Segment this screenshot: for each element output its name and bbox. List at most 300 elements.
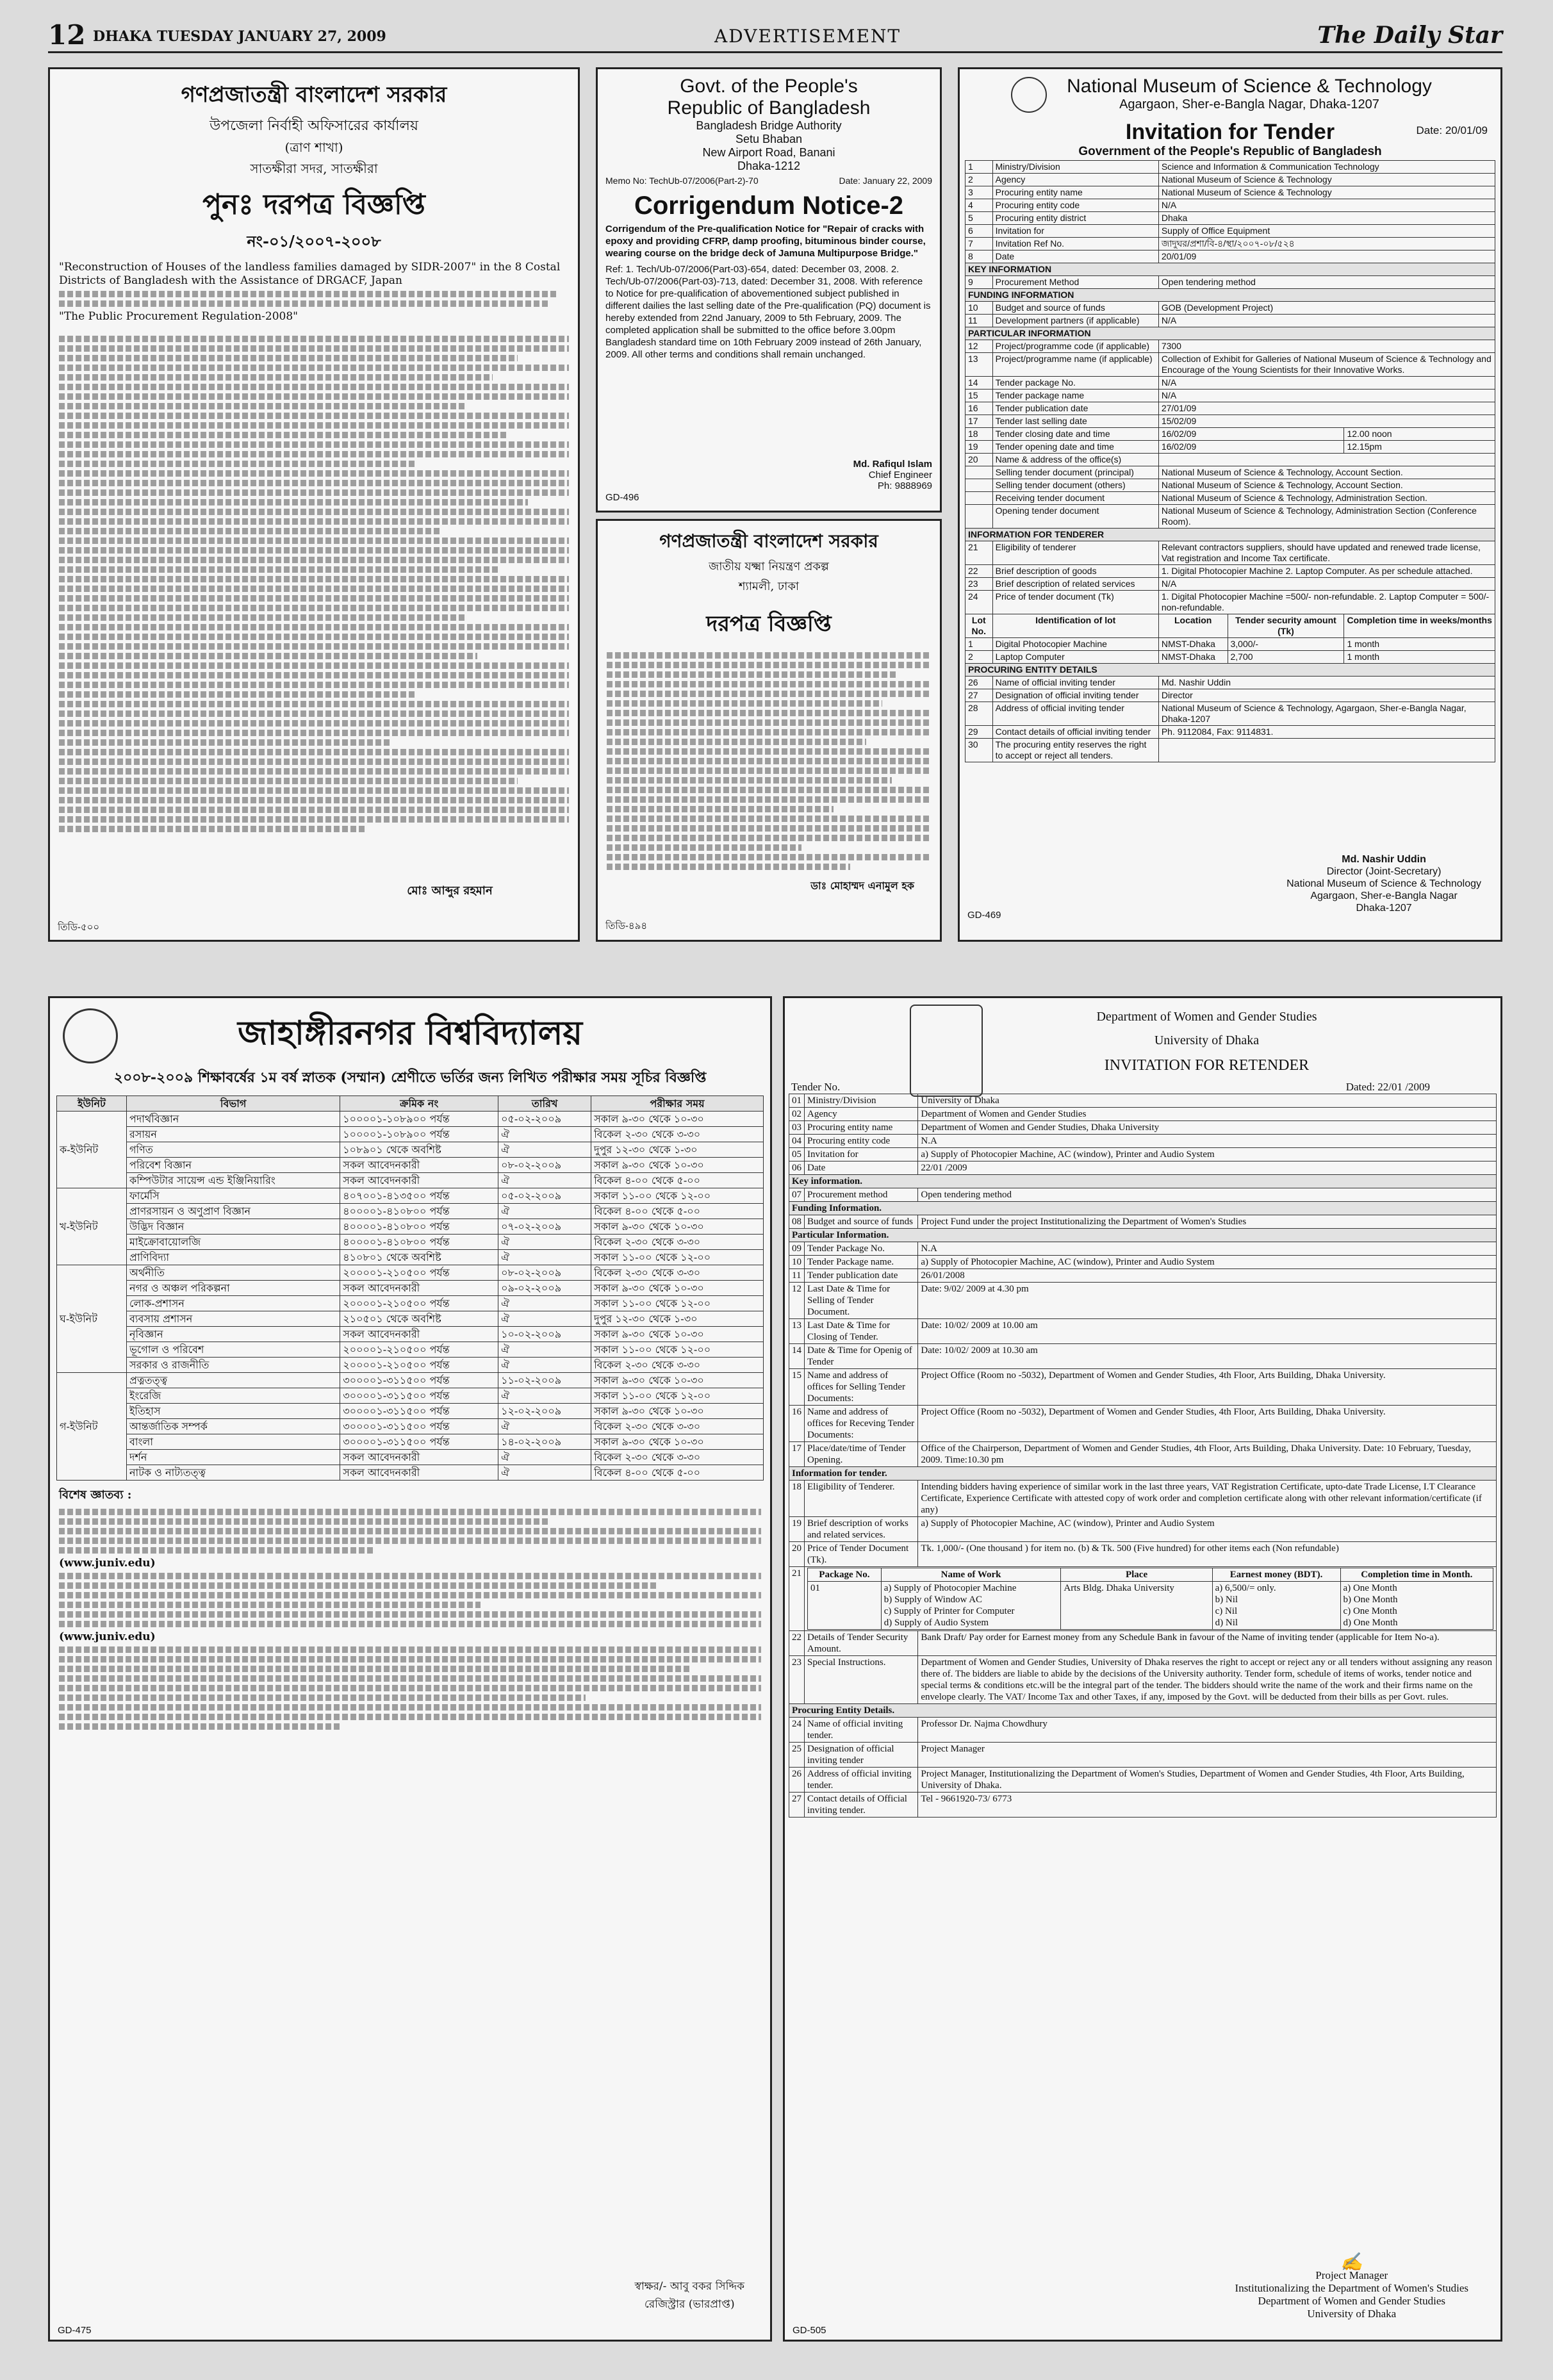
ad-code: GD-496 (605, 492, 639, 503)
package-column-header: Completion time in Month. (1340, 1568, 1493, 1582)
exam-time: বিকেল ২-৩০ থেকে ৩-৩০ (591, 1419, 764, 1434)
row-time: 12.15pm (1344, 441, 1495, 454)
lot-cell: 1 month (1344, 638, 1495, 651)
row-number: 25 (789, 1743, 805, 1768)
row-label: Address of official inviting tender (992, 702, 1158, 726)
table-row (789, 1481, 1497, 1517)
table-row (965, 225, 1495, 238)
row-number: 13 (965, 353, 993, 377)
row-value (1158, 454, 1495, 466)
table-row (789, 1215, 1497, 1229)
ad-code: তিডি-৫০০ (58, 922, 100, 933)
row-label: Price of tender document (Tk) (992, 591, 1158, 614)
row-label: Procuring entity name (992, 186, 1158, 199)
row-number: 30 (965, 739, 993, 762)
row-value: 15/02/09 (1158, 415, 1495, 428)
exam-time: সকাল ১১-০০ থেকে ১২-০০ (591, 1342, 764, 1358)
package-number: 01 (808, 1582, 882, 1630)
exam-time: বিকেল ২-৩০ থেকে ৩-৩০ (591, 1235, 764, 1250)
row-value: Director (1158, 689, 1495, 702)
tb-title: দরপত্র বিজ্ঞপ্তি (706, 611, 832, 637)
corr-ref: Ref: 1. Tech/Ub-07/2006(Part-03)-654, dated: December 03, 2008. 2. Tech/Ub-07/2006(Part-03)-713, dated: December 31, 2008. With reference to Notice for pre-qualification of abovementioned subject published in different dailies the last selling date of the Pre-qualification (PQ) document is hereby extended from 22nd January, 2009 to 5th February, 2009. The completed application shall be submitted to the office before 3.00pm Bangladesh standard time on 10th February 2009 instead of 26th January, 2009. All other terms and conditions shall remain unchanged. (605, 264, 931, 360)
row-number: 29 (965, 726, 993, 739)
row-label: Budget and source of funds (992, 302, 1158, 315)
ad-code: GD-475 (58, 2325, 92, 2336)
exam-time: বিকেল ২-৩০ থেকে ৩-৩০ (591, 1265, 764, 1281)
serial-range: ৪১০৮০১ থেকে অবশিষ্ট (340, 1250, 498, 1265)
row-number (965, 505, 993, 529)
row-label: Tender package name (992, 390, 1158, 402)
row-number: 21 (789, 1567, 805, 1631)
row-value: National Museum of Science & Technology, Account Section. (1158, 466, 1495, 479)
row-label: Name of official inviting tender (992, 677, 1158, 689)
serial-range: ৪০০০০১-৪১০৮০০ পর্যন্ত (340, 1219, 498, 1235)
museum-sig1: Md. Nashir Uddin (1342, 854, 1426, 865)
row-number: 20 (965, 454, 993, 466)
row-number (965, 479, 993, 492)
row-number: 05 (789, 1148, 805, 1161)
table-row (965, 377, 1495, 390)
row-value: N/A (1158, 578, 1495, 591)
department: কম্পিউটার সায়েন্স এন্ড ইঞ্জিনিয়ারিং (127, 1173, 340, 1188)
serial-range: সকল আবেদনকারী (340, 1450, 498, 1465)
table-row (789, 1188, 1497, 1202)
exam-time: বিকেল ২-৩০ থেকে ৩-৩০ (591, 1127, 764, 1142)
table-row (965, 466, 1495, 479)
row-value: জাদুঘর/প্রশা/বি-৪/স্থা/২০০৭-০৮/৫২৪ (1158, 238, 1495, 250)
row-value: National Museum of Science & Technology, Administration Section (Conference Room). (1158, 505, 1495, 529)
table-row (965, 238, 1495, 250)
exam-date: ঐ (498, 1235, 591, 1250)
exam-date: ঐ (498, 1204, 591, 1219)
schedule-row (57, 1127, 764, 1142)
exam-time: বিকেল ২-৩০ থেকে ৩-৩০ (591, 1358, 764, 1373)
table-row (789, 1542, 1497, 1567)
department: ব্যবসায় প্রশাসন (127, 1311, 340, 1327)
row-number: 16 (789, 1406, 805, 1442)
money-item: c) Nil (1215, 1606, 1238, 1616)
ju-signer-title: রেজিস্ট্রার (ভারপ্রাপ্ত) (644, 2298, 735, 2311)
column-header: তারিখ (498, 1096, 591, 1112)
ju-web-1: (www.juniv.edu) (59, 1557, 156, 1570)
table-row (789, 1135, 1497, 1148)
row-value: Md. Nashir Uddin (1158, 677, 1495, 689)
schedule-row (57, 1204, 764, 1219)
row-number: 22 (789, 1631, 805, 1656)
table-row (789, 1283, 1497, 1319)
row-number: 10 (965, 302, 993, 315)
exam-date: ১২-০২-২০০৯ (498, 1404, 591, 1419)
column-header: পরীক্ষার সময় (591, 1096, 764, 1112)
exam-time: সকাল ৯-৩০ থেকে ১০-৩০ (591, 1112, 764, 1127)
du-sig4: University of Dhaka (1307, 2308, 1397, 2320)
du-dept: Department of Women and Gender Studies (1096, 1010, 1317, 1024)
row-value: 26/01/2008 (918, 1269, 1497, 1283)
department: লোক-প্রশাসন (127, 1296, 340, 1311)
department: ফার্মেসি (127, 1188, 340, 1204)
time-item: b) One Month (1343, 1595, 1398, 1605)
row-label: Procurement Method (992, 276, 1158, 289)
row-label: Details of Tender Security Amount. (805, 1631, 918, 1656)
table-row (965, 428, 1495, 441)
corr-l4: Setu Bhaban (735, 133, 803, 145)
schedule-row (57, 1419, 764, 1434)
table-row (965, 492, 1495, 505)
row-number: 10 (789, 1256, 805, 1269)
row-label: Date (992, 250, 1158, 263)
corr-title: Corrigendum Notice-2 (634, 192, 904, 220)
row-number: 04 (789, 1135, 805, 1148)
serial-range: ১০৮৯০১ থেকে অবশিষ্ট (340, 1142, 498, 1158)
table-row (789, 1121, 1497, 1135)
row-label: Name and address of offices for Selling Tender Documents: (805, 1369, 918, 1406)
schedule-row (57, 1311, 764, 1327)
museum-tender (958, 67, 1502, 942)
exam-time: সকাল ৯-৩০ থেকে ১০-৩০ (591, 1219, 764, 1235)
department: পরিবেশ বিজ্ঞান (127, 1158, 340, 1173)
serial-range: ১০০০০১-১০৮৯০০ পর্যন্ত (340, 1127, 498, 1142)
row-value: Dhaka (1158, 212, 1495, 225)
exam-time: সকাল ৯-৩০ থেকে ১০-৩০ (591, 1404, 764, 1419)
exam-time: সকাল ৯-৩০ থেকে ১০-৩০ (591, 1281, 764, 1296)
satkhira-tender-notice (48, 67, 580, 942)
exam-time: সকাল ৯-৩০ থেকে ১০-৩০ (591, 1158, 764, 1173)
row-number: 11 (965, 315, 993, 327)
row-label: Agency (805, 1108, 918, 1121)
row-number: 8 (965, 250, 993, 263)
exam-date: ঐ (498, 1311, 591, 1327)
row-label: Date & Time for Openig of Tender (805, 1344, 918, 1369)
serial-range: সকল আবেদনকারী (340, 1281, 498, 1296)
department: প্রত্নতত্ত্ব (127, 1373, 340, 1388)
row-label: Address of official inviting tender. (805, 1768, 918, 1793)
lot-column-header: Tender security amount (Tk) (1228, 614, 1344, 638)
row-value: Office of the Chairperson, Department of Women and Gender Studies, 4th Floor, Arts Building, Dhaka University. Date: 10 February, Tuesday, 2009. Time:10.30 pm (918, 1442, 1497, 1467)
serial-range: ২০০০০১-২১০৫০০ পর্যন্ত (340, 1265, 498, 1281)
package-money (1212, 1582, 1340, 1630)
department: উদ্ভিদ বিজ্ঞান (127, 1219, 340, 1235)
row-value: Project Manager, Institutionalizing the Department of Women's Studies, Department of Women and Gender Studies, 4th Floor, Arts Building, University of Dhaka. (918, 1768, 1497, 1793)
row-value: N/A (1158, 377, 1495, 390)
package-column-header: Package No. (808, 1568, 882, 1582)
row-label: Brief description of works and related services. (805, 1517, 918, 1542)
exam-date: ঐ (498, 1127, 591, 1142)
serial-range: ৩০০০০১-৩১১৫০০ পর্যন্ত (340, 1373, 498, 1388)
museum-address: Agargaon, Sher-e-Bangla Nagar, Dhaka-1207 (1119, 97, 1379, 111)
serial-range: ৩০০০০১-৩১১৫০০ পর্যন্ত (340, 1404, 498, 1419)
ju-name: জাহাঙ্গীরনগর বিশ্ববিদ্যালয় (238, 1014, 582, 1053)
row-label: Tender publication date (992, 402, 1158, 415)
serial-range: সকল আবেদনকারী (340, 1327, 498, 1342)
corr-date: Date: January 22, 2009 (839, 176, 932, 186)
table-row (965, 302, 1495, 315)
table-row (789, 1161, 1497, 1175)
department: ভূগোল ও পরিবেশ (127, 1342, 340, 1358)
ad-code: তিডি-৪৯৪ (605, 921, 648, 931)
table-row (789, 1656, 1497, 1704)
table-row (965, 161, 1495, 174)
serial-range: ৪০০০০১-৪১০৮০০ পর্যন্ত (340, 1235, 498, 1250)
row-label: Tender package No. (992, 377, 1158, 390)
lot-cell: 1 month (1344, 651, 1495, 664)
row-label: Ministry/Division (805, 1094, 918, 1108)
serial-range: ৩০০০০১-৩১১৫০০ পর্যন্ত (340, 1388, 498, 1404)
schedule-row (57, 1188, 764, 1204)
time-item: c) One Month (1343, 1606, 1397, 1616)
table-row (965, 186, 1495, 199)
row-value: National Museum of Science & Technology, Administration Section. (1158, 492, 1495, 505)
ad-code: GD-469 (967, 910, 1001, 921)
exam-date: ঐ (498, 1296, 591, 1311)
section-label: ADVERTISEMENT (714, 26, 901, 47)
row-number: 13 (789, 1319, 805, 1344)
row-number: 1 (965, 161, 993, 174)
museum-logo-icon (1011, 77, 1047, 113)
table-row (965, 591, 1495, 614)
row-number: 4 (965, 199, 993, 212)
tb-office: জাতীয় যক্ষ্মা নিয়ন্ত্রণ প্রকল্প (709, 560, 829, 573)
row-number: 28 (965, 702, 993, 726)
unit-label: ক-ইউনিট (57, 1112, 127, 1188)
table-row (789, 1406, 1497, 1442)
schedule-row (57, 1434, 764, 1450)
package-table-cell (805, 1567, 1497, 1631)
row-number: 27 (965, 689, 993, 702)
row-number: 14 (789, 1344, 805, 1369)
row-value: 7300 (1158, 340, 1495, 353)
serial-range: সকল আবেদনকারী (340, 1465, 498, 1481)
package-table (807, 1568, 1493, 1630)
row-value: Date: 10/02/ 2009 at 10.00 am (918, 1319, 1497, 1344)
du-signature-icon: ✍ (1340, 2253, 1363, 2272)
row-number: 12 (965, 340, 993, 353)
row-label: Invitation Ref No. (992, 238, 1158, 250)
department: প্রাণরসায়ন ও অণুপ্রাণ বিজ্ঞান (127, 1204, 340, 1219)
corr-signer-title: Chief Engineer (868, 470, 932, 480)
schedule-row (57, 1296, 764, 1311)
row-number: 19 (789, 1517, 805, 1542)
lot-cell: 3,000/- (1228, 638, 1344, 651)
section-header (789, 1467, 1497, 1481)
department: গণিত (127, 1142, 340, 1158)
serial-range: ২০০০০১-২১০৫০০ পর্যন্ত (340, 1342, 498, 1358)
row-value: Project Office (Room no -5032), Department of Women and Gender Studies, 4th Floor, Arts Building, Dhaka University. (918, 1369, 1497, 1406)
package-column-header: Place (1061, 1568, 1212, 1582)
row-label: Designation of official inviting tender (805, 1743, 918, 1768)
row-label: Eligibility of Tenderer. (805, 1481, 918, 1517)
table-row (965, 565, 1495, 578)
lot-row (965, 651, 1495, 664)
notice-place: সাতক্ষীরা সদর, সাতক্ষীরা (250, 161, 378, 176)
row-number: 11 (789, 1269, 805, 1283)
row-value (1158, 739, 1495, 762)
row-value: GOB (Development Project) (1158, 302, 1495, 315)
row-number: 22 (965, 565, 993, 578)
serial-range: ৩০০০০১-৩১১৫০০ পর্যন্ত (340, 1419, 498, 1434)
row-number: 07 (789, 1188, 805, 1202)
ju-signer: স্বাক্ষর/- আবু বকর সিদ্দিক (634, 2280, 744, 2293)
exam-date: ঐ (498, 1450, 591, 1465)
table-row (965, 199, 1495, 212)
serial-range: ৪০০০০১-৪১০৮০০ পর্যন্ত (340, 1204, 498, 1219)
exam-date: ০৭-০২-২০০৯ (498, 1219, 591, 1235)
museum-date: Date: 20/01/09 (1416, 124, 1488, 136)
schedule-row (57, 1327, 764, 1342)
section-header (789, 1704, 1497, 1718)
department: বাংলা (127, 1434, 340, 1450)
column-header: বিভাগ (127, 1096, 340, 1112)
section-header (789, 1202, 1497, 1215)
column-header: ইউনিট (57, 1096, 127, 1112)
row-label: Selling tender document (principal) (992, 466, 1158, 479)
row-value: National Museum of Science & Technology, Account Section. (1158, 479, 1495, 492)
row-label: Contact details of official inviting tender (992, 726, 1158, 739)
row-label: Development partners (if applicable) (992, 315, 1158, 327)
table-row (789, 1094, 1497, 1108)
row-label: Procuring entity name (805, 1121, 918, 1135)
row-time: 12.00 noon (1344, 428, 1495, 441)
table-row (965, 454, 1495, 466)
corr-signer: Md. Rafiqul Islam (853, 459, 932, 470)
row-label: Procuring entity code (805, 1135, 918, 1148)
row-number: 16 (965, 402, 993, 415)
table-row (789, 1242, 1497, 1256)
row-value: 20/01/09 (1158, 250, 1495, 263)
museum-sig4: Agargaon, Sher-e-Bangla Nagar (1310, 890, 1458, 901)
section-title: Procuring Entity Details. (789, 1704, 1497, 1718)
museum-heading: Invitation for Tender (1125, 120, 1335, 144)
table-row (789, 1344, 1497, 1369)
row-value: Open tendering method (918, 1188, 1497, 1202)
department: দর্শন (127, 1450, 340, 1465)
du-tender-no: Tender No. (791, 1081, 841, 1093)
corr-sub: Corrigendum of the Pre-qualification Notice for "Repair of cracks with epoxy and providing CFRP, damp proofing, bituminous binder course, wearing course on the bridge deck of Jamuna Multipurpose Bridge." (605, 224, 926, 259)
ad-code: GD-505 (793, 2325, 826, 2336)
row-label: Contact details of Official inviting tender. (805, 1793, 918, 1818)
ju-table (56, 1096, 764, 1481)
row-number: 2 (965, 174, 993, 186)
row-value: National Museum of Science & Technology (1158, 186, 1495, 199)
tb-project-notice (596, 519, 942, 942)
ju-notes-head: বিশেষ জ্ঞাতব্য : (59, 1488, 132, 1502)
row-label: Invitation for (805, 1148, 918, 1161)
row-label: Last Date & Time for Selling of Tender Document. (805, 1283, 918, 1319)
exam-date: ০৮-০২-২০০৯ (498, 1265, 591, 1281)
lot-header (965, 614, 1495, 638)
department: ইতিহাস (127, 1404, 340, 1419)
section-title: Funding Information. (789, 1202, 1497, 1215)
row-number (965, 466, 993, 479)
row-value: Tk. 1,000/- (One thousand ) for item no. (b) & Tk. 500 (Five hundred) for other items each (Non refundable) (918, 1542, 1497, 1567)
du-title: INVITATION FOR RETENDER (1104, 1057, 1310, 1074)
money-item: a) 6,500/= only. (1215, 1583, 1276, 1593)
row-label: Tender closing date and time (992, 428, 1158, 441)
row-label: Name and address of offices for Receving Tender Documents: (805, 1406, 918, 1442)
row-value: Department of Women and Gender Studies (918, 1108, 1497, 1121)
row-value: University of Dhaka (918, 1094, 1497, 1108)
notice-signatory: মোঃ আব্দুর রহমান (407, 884, 493, 898)
table-row (965, 541, 1495, 565)
museum-title: National Museum of Science & Technology (1067, 76, 1432, 97)
unit-label: খ-ইউনিট (57, 1188, 127, 1265)
lot-column-header: Lot No. (965, 614, 993, 638)
row-label: Procuring entity code (992, 199, 1158, 212)
table-row (789, 1793, 1497, 1818)
row-label: Date (805, 1161, 918, 1175)
dateline: DHAKA TUESDAY JANUARY 27, 2009 (93, 28, 386, 45)
serial-range: ১০০০০১-১০৮৯০০ পর্যন্ত (340, 1112, 498, 1127)
row-value: Ph. 9112084, Fax: 9114831. (1158, 726, 1495, 739)
row-number: 20 (789, 1542, 805, 1567)
row-number: 06 (789, 1161, 805, 1175)
corr-l1: Govt. of the People's (680, 76, 858, 97)
row-label: Price of Tender Document (Tk). (805, 1542, 918, 1567)
row-value: Date: 9/02/ 2009 at 4.30 pm (918, 1283, 1497, 1319)
schedule-row (57, 1158, 764, 1173)
table-row (965, 390, 1495, 402)
museum-subheading: Government of the People's Republic of Bangladesh (1078, 145, 1382, 158)
row-number: 17 (965, 415, 993, 428)
row-number: 21 (965, 541, 993, 565)
row-label: Ministry/Division (992, 161, 1158, 174)
du-retender (783, 996, 1502, 2342)
du-dated: Dated: 22/01 /2009 (1345, 1081, 1430, 1093)
table-row (965, 402, 1495, 415)
lot-cell: Digital Photocopier Machine (992, 638, 1158, 651)
row-label: Special Instructions. (805, 1656, 918, 1704)
exam-date: ঐ (498, 1388, 591, 1404)
row-date: 16/02/09 (1158, 428, 1344, 441)
row-number: 24 (965, 591, 993, 614)
exam-date: ঐ (498, 1419, 591, 1434)
row-label: Procurement method (805, 1188, 918, 1202)
page-number: 12 (48, 19, 86, 51)
table-row (965, 726, 1495, 739)
table-row (789, 1256, 1497, 1269)
department: আন্তর্জাতিক সম্পর্ক (127, 1419, 340, 1434)
schedule-row (57, 1281, 764, 1296)
row-number: 5 (965, 212, 993, 225)
section-title: PARTICULAR INFORMATION (965, 327, 1495, 340)
column-header: ক্রমিক নং (340, 1096, 498, 1112)
table-row (965, 677, 1495, 689)
department: নৃবিজ্ঞান (127, 1327, 340, 1342)
tb-place: শ্যামলী, ঢাকা (738, 580, 800, 593)
row-value: National Museum of Science & Technology (1158, 174, 1495, 186)
time-item: a) One Month (1343, 1583, 1397, 1593)
exam-date: ঐ (498, 1173, 591, 1188)
exam-date: ০৮-০২-২০০৯ (498, 1158, 591, 1173)
row-value: Open tendering method (1158, 276, 1495, 289)
exam-date: ১৪-০২-২০০৯ (498, 1434, 591, 1450)
exam-date: ঐ (498, 1142, 591, 1158)
exam-time: বিকেল ৪-০০ থেকে ৫-০০ (591, 1465, 764, 1481)
work-item: c) Supply of Printer for Computer (883, 1606, 1015, 1616)
schedule-row (57, 1265, 764, 1281)
work-item: a) Supply of Photocopier Machine (883, 1583, 1017, 1593)
exam-date: ঐ (498, 1358, 591, 1373)
schedule-row (57, 1142, 764, 1158)
notice-branch: (ত্রাণ শাখা) (284, 140, 343, 155)
corr-l6: Dhaka-1212 (737, 160, 801, 172)
lot-cell: 1 (965, 638, 993, 651)
row-label: Receiving tender document (992, 492, 1158, 505)
du-sig2: Institutionalizing the Department of Women's Studies (1235, 2282, 1468, 2294)
ju-header (57, 1096, 764, 1112)
table-row (789, 1768, 1497, 1793)
row-value: N/A (1158, 315, 1495, 327)
exam-date: ০৫-০২-২০০৯ (498, 1112, 591, 1127)
